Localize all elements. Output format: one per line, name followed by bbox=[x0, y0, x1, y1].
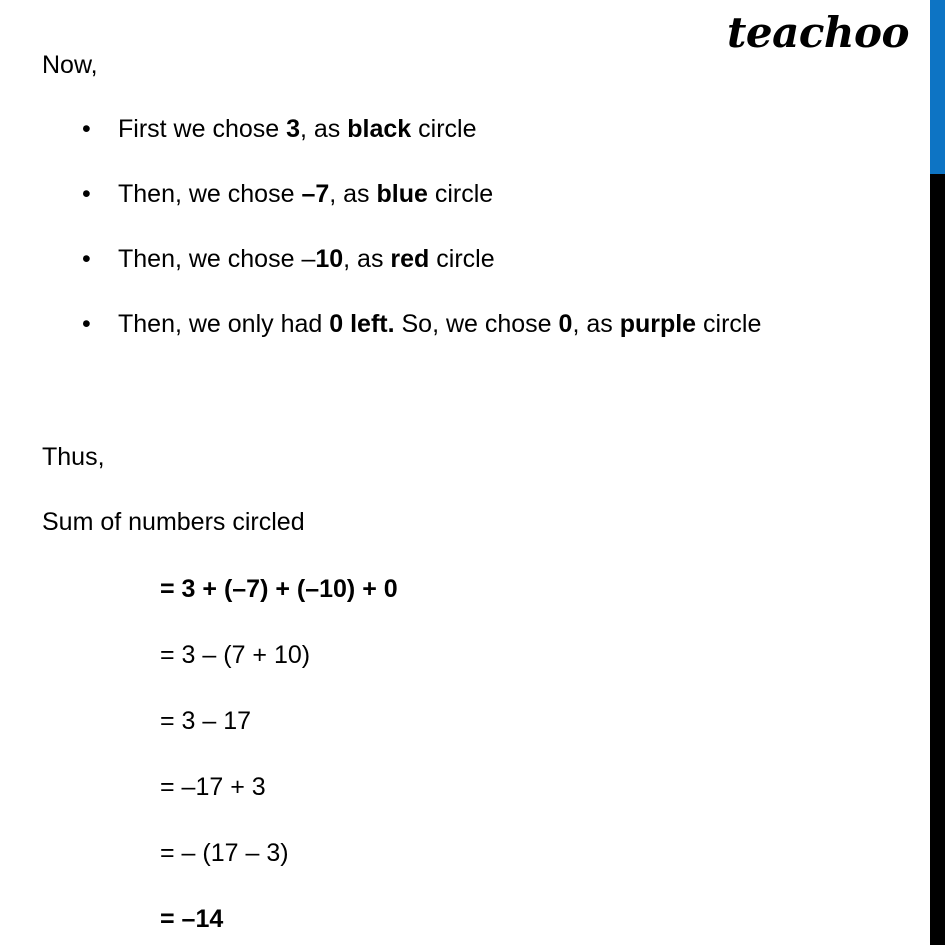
thus-label: Thus, bbox=[42, 443, 105, 471]
sum-of-numbers-label: Sum of numbers circled bbox=[42, 508, 305, 536]
text-run: , as bbox=[300, 115, 348, 143]
emphasis-run: 3 bbox=[286, 115, 301, 143]
text-run: , as bbox=[572, 310, 620, 338]
text-run: – bbox=[301, 245, 316, 273]
list-item-text bbox=[118, 308, 761, 341]
equation-list bbox=[160, 573, 398, 945]
right-edge-blue-bar bbox=[930, 0, 945, 174]
teachoo-logo: teachoo bbox=[727, 8, 909, 57]
equation-line: = – (17 – 3) bbox=[160, 839, 289, 867]
emphasis-run: purple bbox=[619, 310, 697, 338]
equation-line: = 3 – (7 + 10) bbox=[160, 641, 311, 669]
emphasis-run: red bbox=[390, 245, 430, 273]
text-run: circle bbox=[696, 310, 762, 338]
text-run: circle bbox=[411, 115, 477, 143]
emphasis-run: blue bbox=[376, 180, 428, 208]
text-run: Then, we chose bbox=[118, 180, 302, 208]
text-run: Then, we only had bbox=[118, 310, 330, 338]
equation-line: = –17 + 3 bbox=[160, 773, 266, 801]
list-item-text bbox=[118, 243, 495, 276]
text-run: , as bbox=[343, 245, 391, 273]
bullet-dot-icon: • bbox=[82, 115, 91, 143]
emphasis-run: 10 bbox=[315, 245, 344, 273]
list-item-text bbox=[118, 178, 493, 211]
equation-line: = 3 – 17 bbox=[160, 707, 252, 735]
text-run: Then, we chose bbox=[118, 245, 302, 273]
emphasis-run: 0 left. bbox=[329, 310, 395, 338]
text-run: , as bbox=[329, 180, 377, 208]
equation-line: = 3 + (–7) + (–10) + 0 bbox=[160, 575, 398, 603]
bullet-dot-icon: • bbox=[82, 180, 91, 208]
text-run: So, we chose bbox=[394, 310, 559, 338]
bullet-dot-icon: • bbox=[82, 310, 91, 338]
emphasis-run: black bbox=[347, 115, 412, 143]
list-item-text bbox=[118, 113, 477, 146]
bullet-dot-icon: • bbox=[82, 245, 91, 273]
text-run: First we chose bbox=[118, 115, 287, 143]
right-edge-black-bar bbox=[930, 174, 945, 945]
equation-line: = –14 bbox=[160, 905, 224, 933]
text-run: circle bbox=[427, 180, 494, 208]
emphasis-run: 0 bbox=[558, 310, 573, 338]
text-run: circle bbox=[429, 245, 495, 273]
lead-in-text: Now, bbox=[42, 51, 98, 79]
emphasis-run: –7 bbox=[301, 180, 330, 208]
